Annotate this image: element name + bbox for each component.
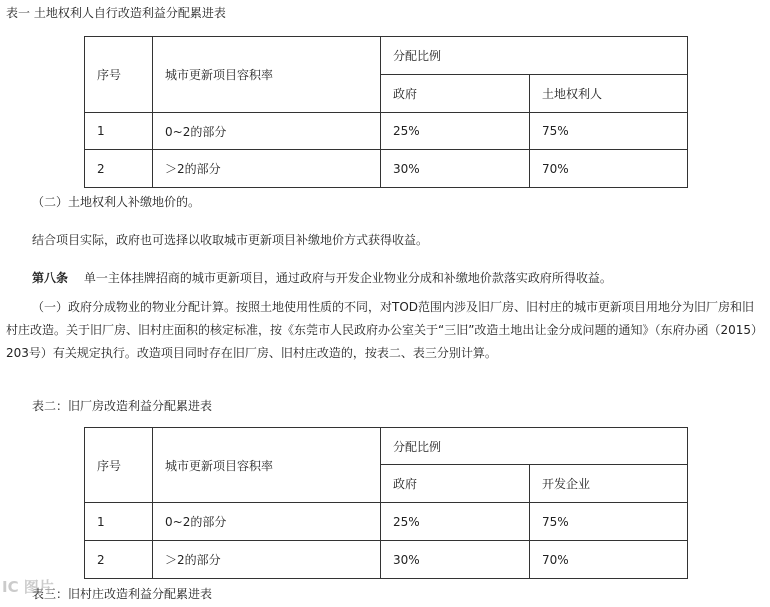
- para-combine: 结合项目实际，政府也可选择以收取城市更新项目补缴地价方式获得收益。: [32, 233, 429, 247]
- article-8-text: 单一主体挂牌招商的城市更新项目，通过政府与开发企业物业分成和补缴地价款落实政府所得收益。: [83, 271, 612, 285]
- table1-row2-ratio: ＞2的部分: [153, 150, 381, 188]
- para-sub2: （二）土地权利人补缴地价的。: [32, 195, 201, 209]
- table1-header-no: 序号: [85, 37, 153, 113]
- table2-row1-b: 75%: [530, 503, 688, 541]
- table2-row1-no: 1: [85, 503, 153, 541]
- table1-caption: 表一 土地权利人自行改造利益分配累进表: [6, 6, 226, 20]
- table1-row2-b: 70%: [530, 150, 688, 188]
- table1-header-ratio: 城市更新项目容积率: [153, 37, 381, 113]
- table1-header-alloc: 分配比例: [381, 37, 688, 75]
- table2-row2-no: 2: [85, 541, 153, 579]
- table3-caption: 表三：旧村庄改造利益分配累进表: [32, 587, 213, 601]
- table1-row1-no: 1: [85, 113, 153, 150]
- article-8-label: 第八条: [32, 271, 69, 285]
- table-row: [85, 113, 688, 150]
- table-row: [85, 541, 688, 579]
- table-row: [85, 503, 688, 541]
- table2-header-party-b: 开发企业: [530, 465, 688, 503]
- table1-row1-ratio: 0~2的部分: [153, 113, 381, 150]
- table1-row1-a: 25%: [381, 113, 530, 150]
- table2-row2-ratio: ＞2的部分: [153, 541, 381, 579]
- table2-row2-a: 30%: [381, 541, 530, 579]
- table-row: [85, 150, 688, 188]
- table1-header-party-b: 土地权利人: [530, 75, 688, 113]
- watermark-logo: IC 图片: [2, 578, 54, 596]
- table2-row1-ratio: 0~2的部分: [153, 503, 381, 541]
- table2-header-ratio: 城市更新项目容积率: [153, 428, 381, 503]
- table1-header-party-a: 政府: [381, 75, 530, 113]
- table1-row1-b: 75%: [530, 113, 688, 150]
- table2: [84, 427, 688, 579]
- table2-header-no: 序号: [85, 428, 153, 503]
- table1-row2-no: 2: [85, 150, 153, 188]
- table2-row2-b: 70%: [530, 541, 688, 579]
- table2-caption: 表二：旧厂房改造利益分配累进表: [32, 399, 213, 413]
- article-8: [32, 269, 612, 286]
- table2-header-party-a: 政府: [381, 465, 530, 503]
- table2-header-alloc: 分配比例: [381, 428, 688, 465]
- table1-row2-a: 30%: [381, 150, 530, 188]
- para-sub1: （一）政府分成物业的物业分配计算。按照土地使用性质的不同，对TOD范围内涉及旧厂房、旧村庄的城市更新项目用地分为旧厂房和旧村庄改造。关于旧厂房、旧村庄面积的核定标准，按《东莞市人民政府办公室关于“三旧”改造土地出让金分成问题的通知》（东府办函（2015）203号）有关规定执行。改造项目同时存在旧厂房、旧村庄改造的，按表二、表三分别计算。: [6, 300, 763, 360]
- table2-row1-a: 25%: [381, 503, 530, 541]
- table1: [84, 36, 688, 188]
